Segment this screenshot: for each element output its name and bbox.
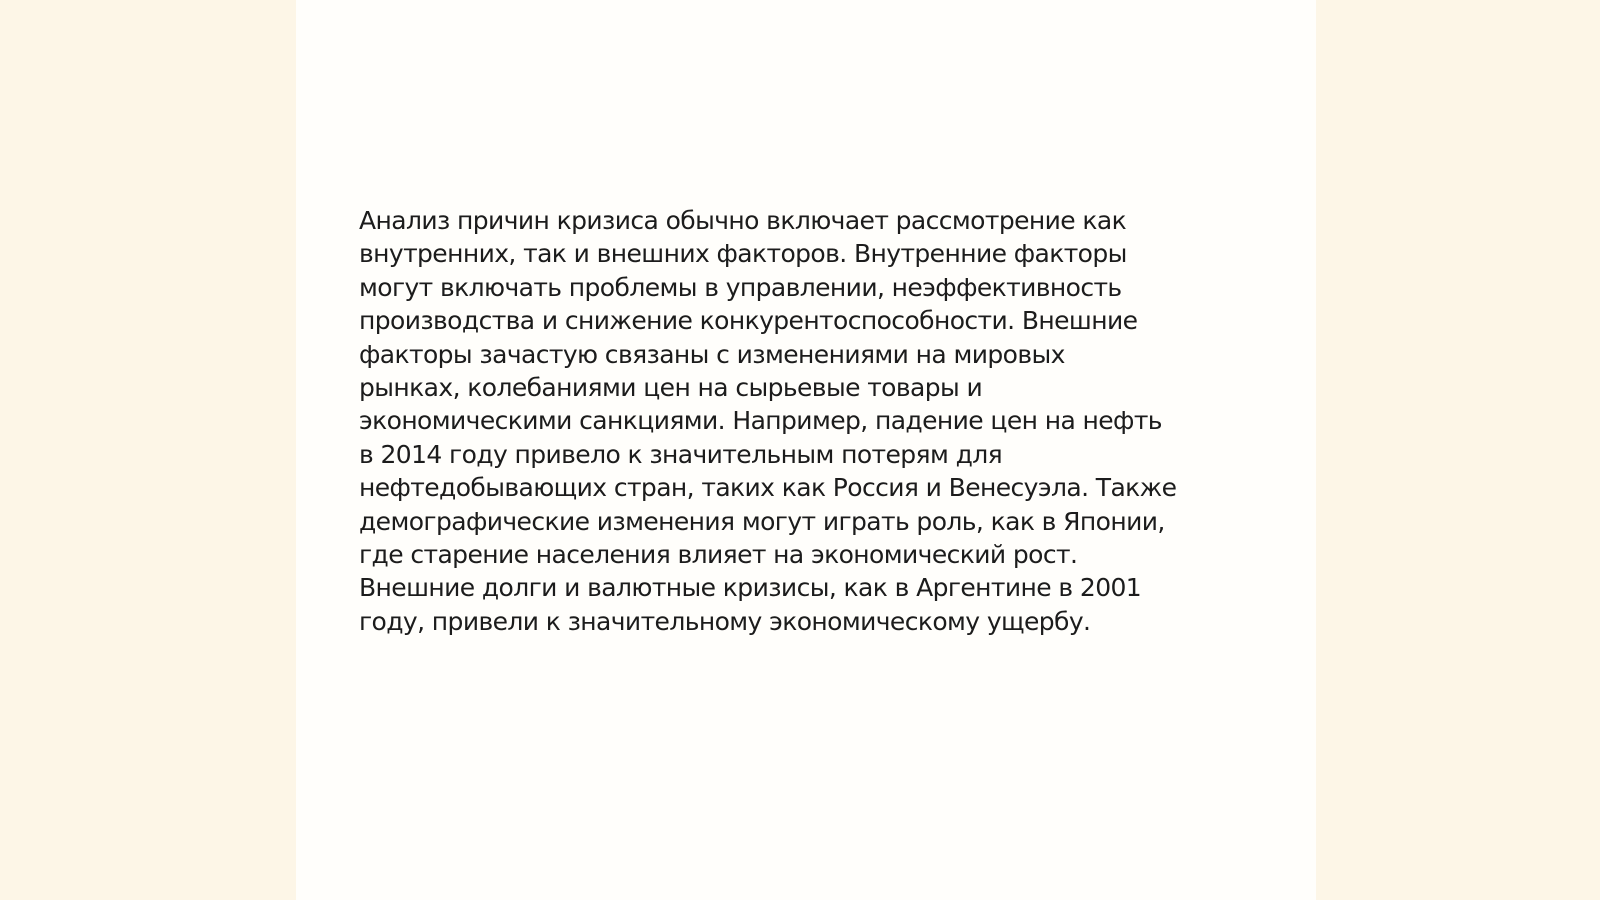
text-line: производства и снижение конкурентоспособности. Внешние (359, 306, 1138, 336)
text-line: году, привели к значительному экономическому ущербу. (359, 606, 1091, 636)
text-line: могут включать проблемы в управлении, неэффективность (359, 272, 1122, 302)
text-line: нефтедобывающих стран, таких как Россия и Венесуэла. Также (359, 473, 1177, 503)
body-paragraph (359, 204, 1259, 638)
text-line: Анализ причин кризиса обычно включает рассмотрение как (359, 206, 1127, 235)
text-line: в 2014 году привело к значительным потерям для (359, 439, 1003, 469)
document-page (296, 0, 1316, 900)
text-line: факторы зачастую связаны с изменениями на мировых (359, 339, 1065, 369)
text-line: экономическими санкциями. Например, падение цен на нефть (359, 406, 1162, 436)
text-line: рынках, колебаниями цен на сырьевые товары и (359, 373, 983, 403)
text-line: демографические изменения могут играть роль, как в Японии, (359, 506, 1165, 536)
text-line: внутренних, так и внешних факторов. Внутренние факторы (359, 239, 1127, 269)
text-line: где старение населения влияет на экономический рост. (359, 540, 1078, 570)
text-line: Внешние долги и валютные кризисы, как в Аргентине в 2001 (359, 573, 1142, 603)
